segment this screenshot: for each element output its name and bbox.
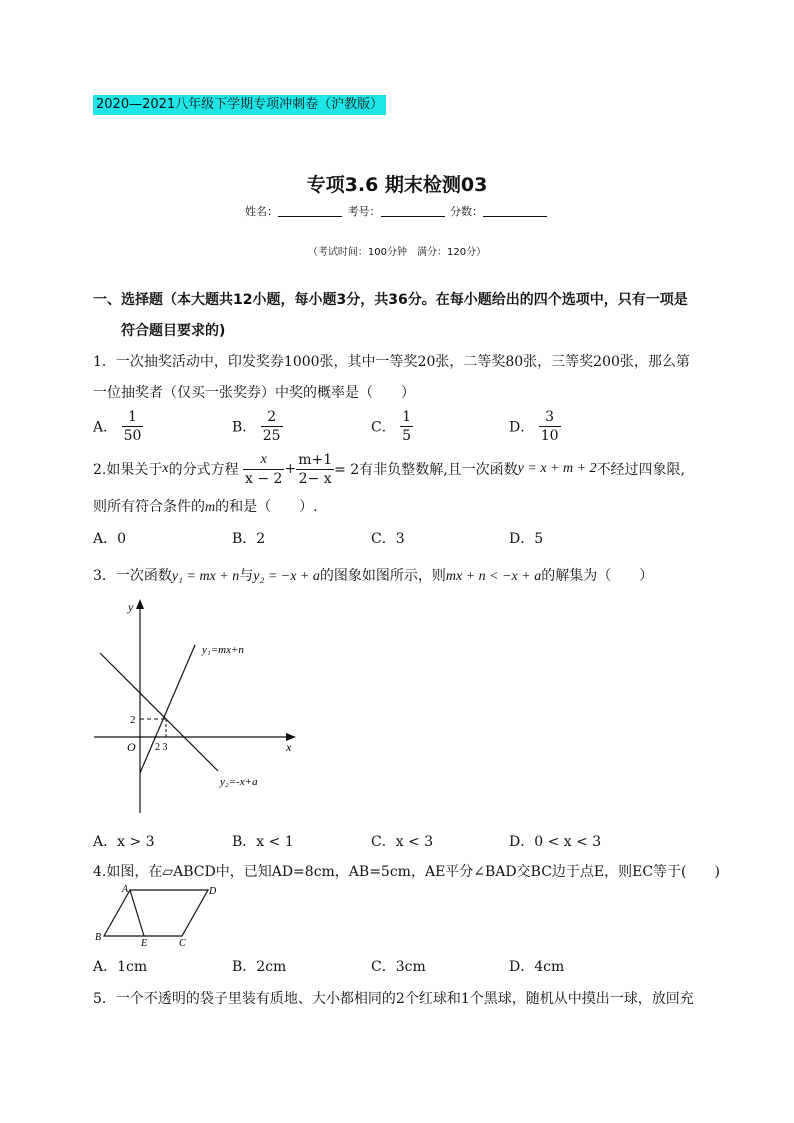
origin-label: O [127,740,136,754]
score-blank [483,205,547,217]
line-y2 [100,653,218,771]
q4-stem: 4.如图，在▱ABCD中，已知AD=8cm，AB=5cm，AE平分∠BAD交BC边于点E，则EC等于( ) [93,864,720,880]
point-a-label: A [122,884,129,895]
q3-option-c: C．x < 3 [371,834,434,850]
q1-option-d: D． $\frac{3}{10}$ [509,409,559,444]
q1-option-c: C． $\frac{1}{5}$ [371,409,412,444]
q2-stem-line1: 2.如果关于x的分式方程 $\frac{x}{x - 2}$ + $\frac{m+1}{2- x}$ = 2有非负整数解,且一次函数y = x + m + 2不经过四象限, [93,451,686,487]
q3-stem: 3．一次函数y₁ = mx + n与y₂ = −x + a的图象如图所示，则mx + n < −x + a的解集为（ ） [93,568,654,584]
y-tick-2: 2 [130,714,136,726]
page-title: 专项3.6 期末检测03 [306,174,488,196]
exam-series-tag: 2020—2021八年级下学期专项冲刺卷（沪教版） [93,95,386,115]
score-label: 分数： [450,205,483,218]
segment-ae [130,890,144,936]
q4-option-d: D．4cm [509,959,565,975]
q2-option-c: C．3 [371,531,405,547]
q2-option-d: D．5 [509,531,544,547]
x-ticks: 2 3 [155,742,168,753]
q1-option-a: A． $\frac{1}{50}$ [93,409,142,444]
q4-option-a: A．1cm [93,959,148,975]
point-b-label: B [95,932,102,943]
q1-stem-line1: 1．一次抽奖活动中，印发奖券1000张，其中一等奖20张，二等奖80张，三等奖200张，那么第 [93,354,690,370]
q3-option-b: B．x < 1 [232,834,294,850]
q4-option-b: B．2cm [232,959,287,975]
parallelogram-abcd [104,890,208,936]
q3-function-graph [90,595,310,820]
q3-option-a: A．x > 3 [93,834,155,850]
q4-option-c: C．3cm [371,959,426,975]
line-y1 [140,645,195,773]
point-d-label: D [209,886,217,897]
q1-stem-line2: 一位抽奖者（仅买一张奖券）中奖的概率是（ ） [93,385,415,401]
id-label: 考号： [347,205,381,218]
point-c-label: C [179,938,186,948]
student-info-line [0,203,794,219]
point-e-label: E [141,938,148,948]
line-y1-label: y₁=mx+n [202,644,244,656]
q2-option-b: B．2 [232,531,266,547]
y-axis-label: y [128,600,134,614]
exam-time-note: （考试时间：100分钟 满分：120分） [307,247,487,258]
section-heading: 一、选择题（本大题共12小题，每小题3分，共36分。在每小题给出的四个选项中，只有一项是 [93,292,688,308]
name-label: 姓名： [245,205,278,218]
q4-parallelogram-figure [90,882,220,948]
section-heading-cont: 符合题目要求的) [121,323,226,339]
id-blank [381,205,445,217]
q2-option-a: A．0 [93,531,127,547]
name-blank [278,205,342,217]
q5-stem-line1: 5．一个不透明的袋子里装有质地、大小都相同的2个红球和1个黑球，随机从中摸出一球，放回充 [93,991,694,1007]
y-axis-arrow [136,599,144,609]
x-axis-label: x [286,740,292,754]
q1-option-b: B． $\frac{2}{25}$ [232,409,281,444]
q3-option-d: D．0 < x < 3 [509,834,602,850]
line-y2-label: y₂=-x+a [220,776,258,788]
q2-stem-line2: 则所有符合条件的m的和是（ ）. [93,499,318,515]
